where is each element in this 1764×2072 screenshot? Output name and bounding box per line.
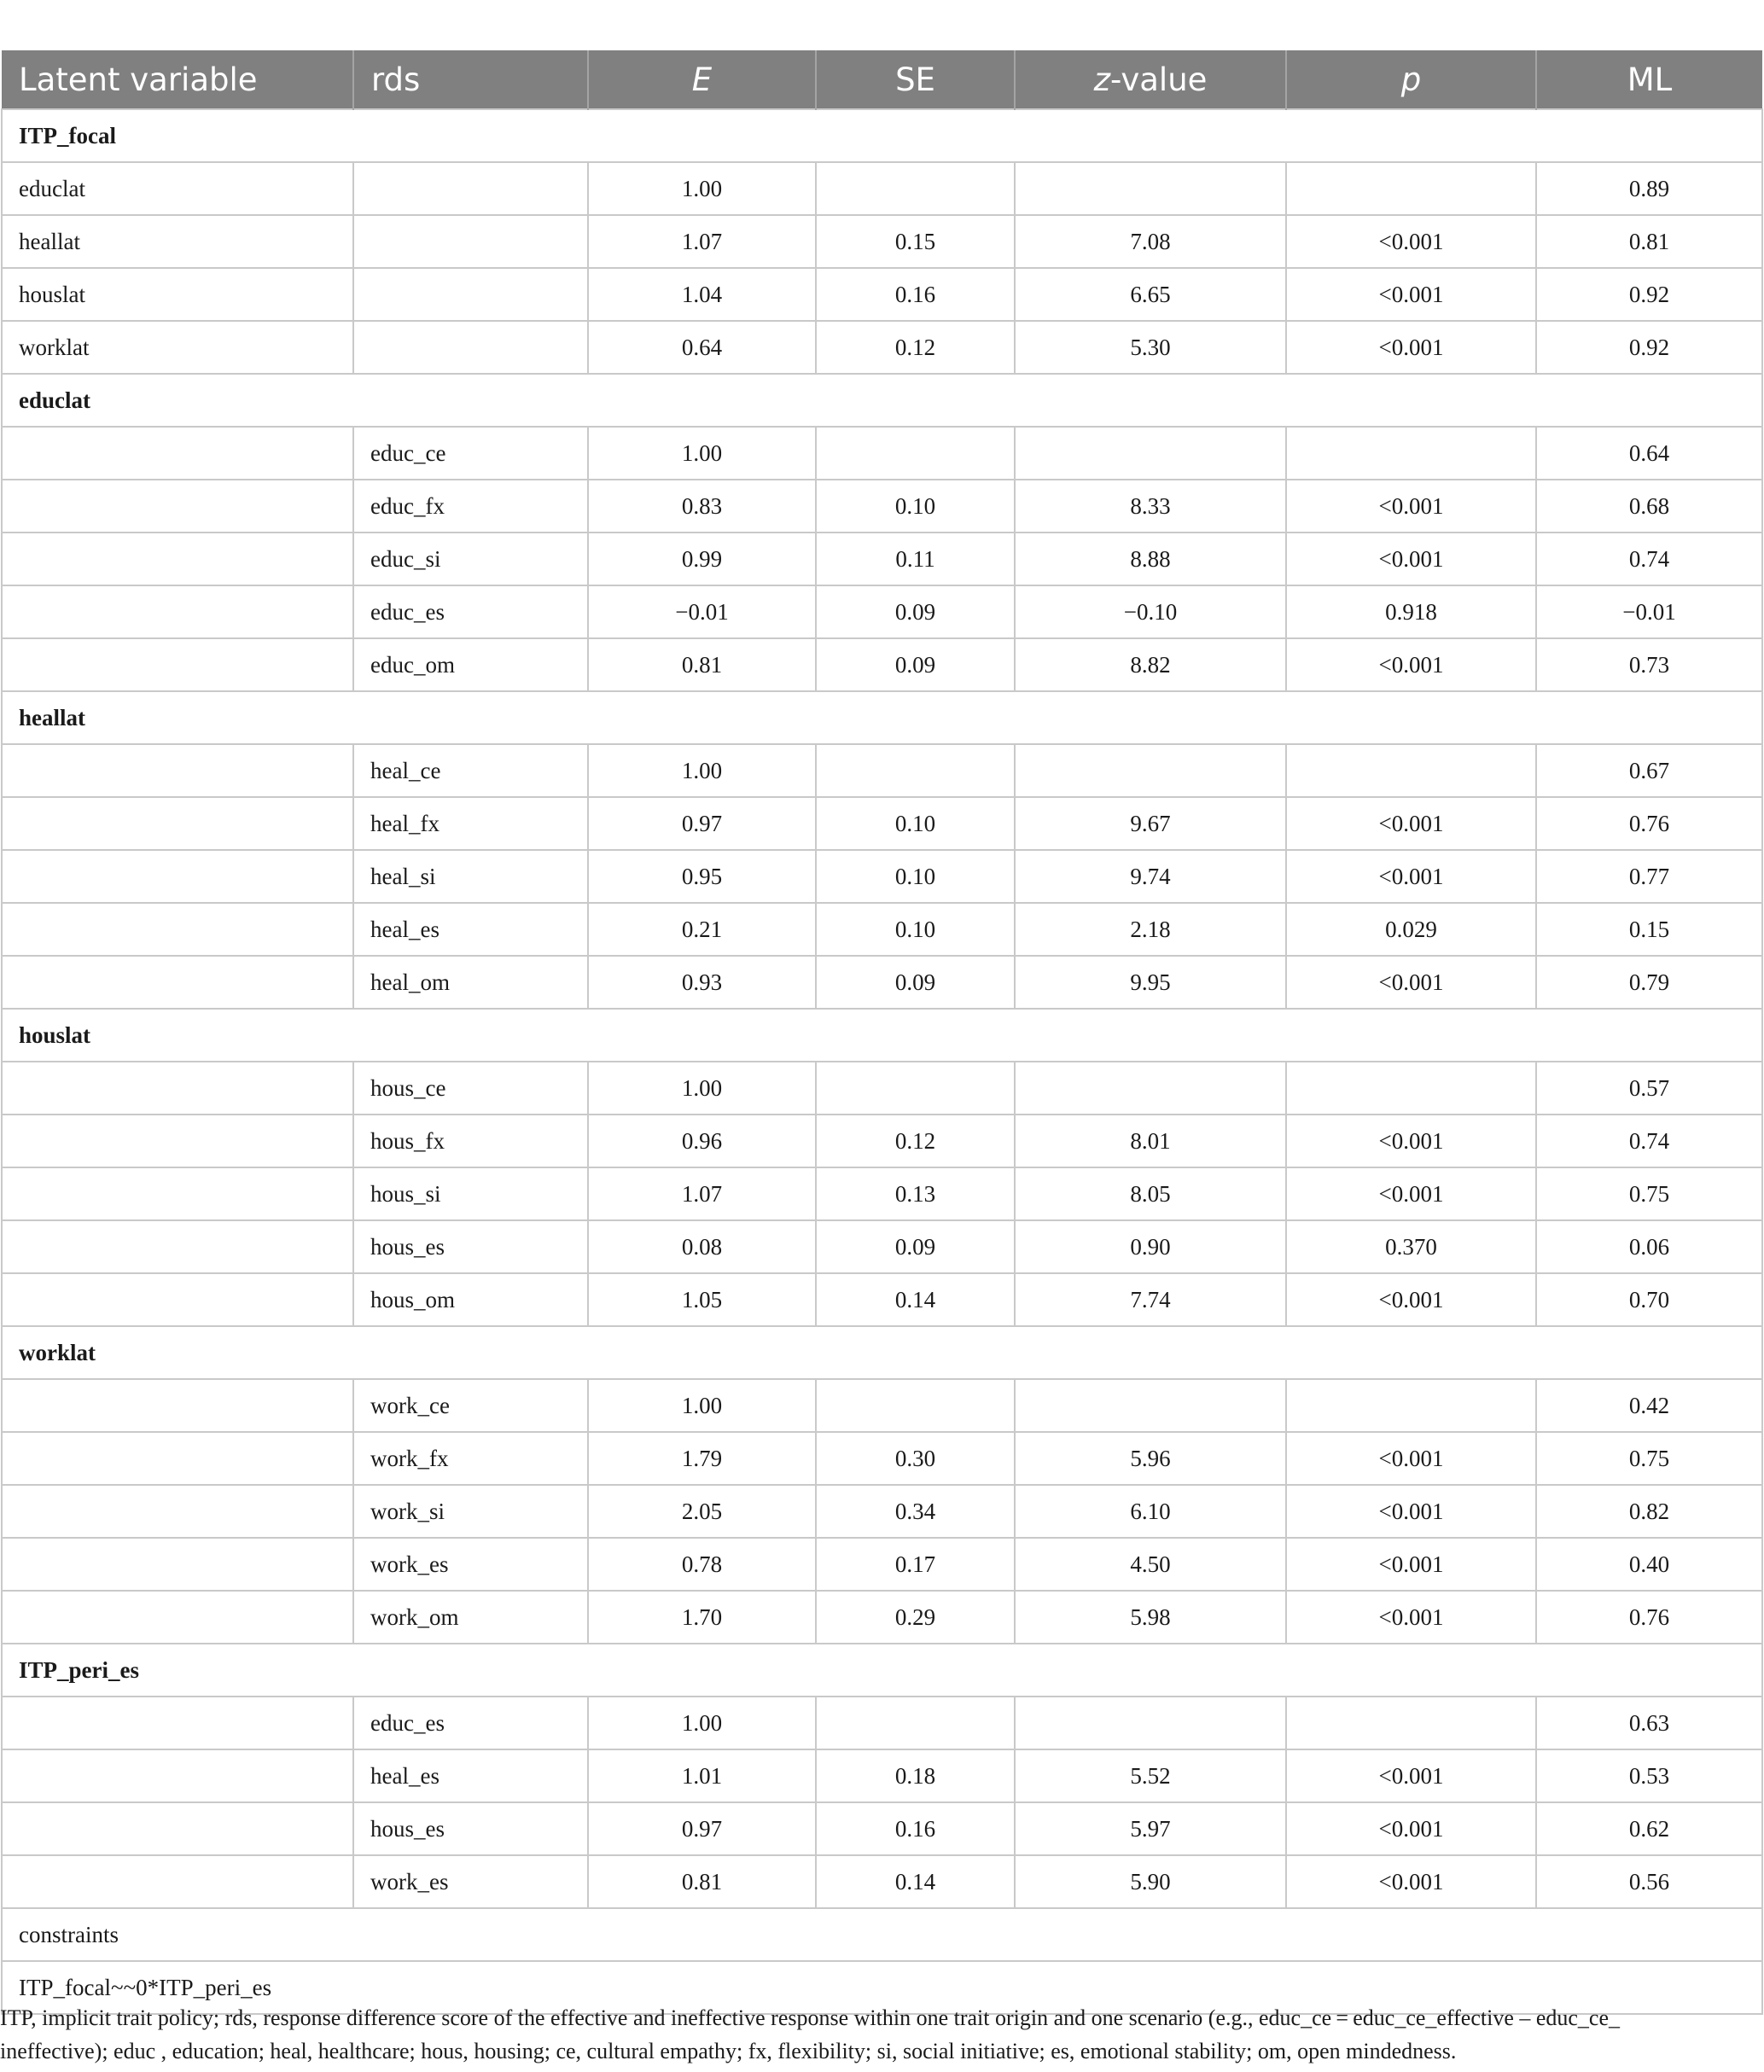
z-value-cell: 5.98 bbox=[1015, 1591, 1286, 1644]
p-cell: <0.001 bbox=[1286, 268, 1536, 321]
section-label: ITP_focal bbox=[2, 109, 1762, 162]
latent-variable-cell bbox=[2, 744, 353, 797]
ml-cell: 0.74 bbox=[1536, 533, 1762, 585]
p-cell: <0.001 bbox=[1286, 1802, 1536, 1855]
p-cell: <0.001 bbox=[1286, 215, 1536, 268]
latent-variable-cell bbox=[2, 1062, 353, 1115]
rds-cell: work_ce bbox=[353, 1379, 588, 1432]
note-row bbox=[2, 1908, 1762, 1961]
p-cell bbox=[1286, 1062, 1536, 1115]
se-cell bbox=[816, 1062, 1015, 1115]
ml-cell: 0.74 bbox=[1536, 1115, 1762, 1167]
latent-variable-cell bbox=[2, 1591, 353, 1644]
rds-cell bbox=[353, 215, 588, 268]
z-value-cell: 8.82 bbox=[1015, 638, 1286, 691]
footnote-line-2: ineffective); educ , education; heal, healthcare; hous, housing; ce, cultural empathy; fx, flexibility; si, social initiative; es, emotional stability; om, open mindedness. bbox=[0, 2039, 1457, 2063]
table-row bbox=[2, 480, 1762, 533]
z-value-cell: 7.08 bbox=[1015, 215, 1286, 268]
ml-cell: 0.42 bbox=[1536, 1379, 1762, 1432]
estimate-cell: −0.01 bbox=[588, 585, 816, 638]
z-value-cell: 9.67 bbox=[1015, 797, 1286, 850]
estimate-cell: 0.93 bbox=[588, 956, 816, 1009]
p-cell: <0.001 bbox=[1286, 1855, 1536, 1908]
section-label: heallat bbox=[2, 691, 1762, 744]
ml-cell: 0.89 bbox=[1536, 162, 1762, 215]
latent-variable-cell bbox=[2, 638, 353, 691]
ml-cell: 0.15 bbox=[1536, 903, 1762, 956]
se-cell: 0.34 bbox=[816, 1485, 1015, 1538]
p-cell: <0.001 bbox=[1286, 533, 1536, 585]
rds-cell: heal_om bbox=[353, 956, 588, 1009]
estimate-cell: 1.07 bbox=[588, 215, 816, 268]
ml-cell: 0.92 bbox=[1536, 321, 1762, 374]
rds-cell bbox=[353, 162, 588, 215]
latent-variable-cell bbox=[2, 1802, 353, 1855]
ml-cell: 0.75 bbox=[1536, 1432, 1762, 1485]
latent-variable-cell bbox=[2, 850, 353, 903]
estimate-cell: 0.97 bbox=[588, 797, 816, 850]
latent-variable-cell bbox=[2, 1379, 353, 1432]
section-row bbox=[2, 109, 1762, 162]
section-row bbox=[2, 1009, 1762, 1062]
rds-cell: work_es bbox=[353, 1538, 588, 1591]
ml-cell: 0.82 bbox=[1536, 1485, 1762, 1538]
rds-cell: heal_es bbox=[353, 903, 588, 956]
estimate-cell: 0.95 bbox=[588, 850, 816, 903]
latent-variable-cell bbox=[2, 533, 353, 585]
se-cell: 0.10 bbox=[816, 480, 1015, 533]
table-row bbox=[2, 1802, 1762, 1855]
latent-variable-cell bbox=[2, 480, 353, 533]
ml-cell: 0.56 bbox=[1536, 1855, 1762, 1908]
rds-cell: educ_om bbox=[353, 638, 588, 691]
rds-cell: heal_fx bbox=[353, 797, 588, 850]
p-cell: 0.029 bbox=[1286, 903, 1536, 956]
rds-cell: work_es bbox=[353, 1855, 588, 1908]
rds-cell: heal_es bbox=[353, 1749, 588, 1802]
se-cell: 0.09 bbox=[816, 638, 1015, 691]
p-cell: <0.001 bbox=[1286, 797, 1536, 850]
p-cell: <0.001 bbox=[1286, 1273, 1536, 1326]
latent-variable-cell bbox=[2, 1273, 353, 1326]
header-rds: rds bbox=[353, 50, 588, 109]
rds-cell: heal_ce bbox=[353, 744, 588, 797]
rds-cell: educ_si bbox=[353, 533, 588, 585]
estimate-cell: 0.81 bbox=[588, 638, 816, 691]
table-row bbox=[2, 638, 1762, 691]
table-row bbox=[2, 1485, 1762, 1538]
latent-variable-cell bbox=[2, 585, 353, 638]
header-z-value bbox=[1015, 50, 1286, 109]
table-row bbox=[2, 1591, 1762, 1644]
se-cell bbox=[816, 1379, 1015, 1432]
table-row bbox=[2, 956, 1762, 1009]
table-body bbox=[2, 109, 1762, 2014]
z-value-cell bbox=[1015, 744, 1286, 797]
rds-cell: educ_es bbox=[353, 585, 588, 638]
se-cell bbox=[816, 427, 1015, 480]
header-estimate: E bbox=[588, 50, 816, 109]
latent-variable-cell bbox=[2, 1485, 353, 1538]
se-cell: 0.09 bbox=[816, 1220, 1015, 1273]
header-ml: ML bbox=[1536, 50, 1762, 109]
se-cell: 0.12 bbox=[816, 321, 1015, 374]
ml-cell: 0.75 bbox=[1536, 1167, 1762, 1220]
se-cell: 0.10 bbox=[816, 797, 1015, 850]
latent-variable-cell bbox=[2, 1167, 353, 1220]
se-cell bbox=[816, 744, 1015, 797]
p-cell: <0.001 bbox=[1286, 321, 1536, 374]
se-cell: 0.30 bbox=[816, 1432, 1015, 1485]
section-label: educlat bbox=[2, 374, 1762, 427]
rds-cell: hous_om bbox=[353, 1273, 588, 1326]
table-row bbox=[2, 1432, 1762, 1485]
latent-variable-cell bbox=[2, 1855, 353, 1908]
table-row bbox=[2, 427, 1762, 480]
p-cell: <0.001 bbox=[1286, 1167, 1536, 1220]
se-cell: 0.13 bbox=[816, 1167, 1015, 1220]
rds-cell: educ_es bbox=[353, 1697, 588, 1749]
table-row bbox=[2, 268, 1762, 321]
table-row bbox=[2, 1220, 1762, 1273]
p-cell: <0.001 bbox=[1286, 1538, 1536, 1591]
se-cell: 0.14 bbox=[816, 1273, 1015, 1326]
estimate-cell: 1.79 bbox=[588, 1432, 816, 1485]
section-row bbox=[2, 691, 1762, 744]
z-value-cell bbox=[1015, 427, 1286, 480]
ml-cell: 0.67 bbox=[1536, 744, 1762, 797]
p-cell: <0.001 bbox=[1286, 638, 1536, 691]
p-cell: <0.001 bbox=[1286, 1485, 1536, 1538]
p-cell: <0.001 bbox=[1286, 1432, 1536, 1485]
p-cell: <0.001 bbox=[1286, 1591, 1536, 1644]
rds-cell: heal_si bbox=[353, 850, 588, 903]
p-cell: <0.001 bbox=[1286, 1749, 1536, 1802]
table-row bbox=[2, 215, 1762, 268]
ml-cell: 0.73 bbox=[1536, 638, 1762, 691]
p-cell: 0.370 bbox=[1286, 1220, 1536, 1273]
z-value-cell: 5.52 bbox=[1015, 1749, 1286, 1802]
z-value-cell bbox=[1015, 162, 1286, 215]
header-latent-variable: Latent variable bbox=[2, 50, 353, 109]
table-header-row bbox=[2, 50, 1762, 109]
p-cell: 0.918 bbox=[1286, 585, 1536, 638]
rds-cell: educ_ce bbox=[353, 427, 588, 480]
z-value-cell: 5.97 bbox=[1015, 1802, 1286, 1855]
estimate-cell: 1.00 bbox=[588, 1697, 816, 1749]
se-cell bbox=[816, 162, 1015, 215]
z-value-cell: 0.90 bbox=[1015, 1220, 1286, 1273]
results-table bbox=[1, 50, 1763, 2015]
latent-variable-cell bbox=[2, 1749, 353, 1802]
estimate-cell: 1.00 bbox=[588, 427, 816, 480]
estimate-cell: 1.00 bbox=[588, 1379, 816, 1432]
table-footnote bbox=[0, 2001, 1749, 2068]
p-cell: <0.001 bbox=[1286, 850, 1536, 903]
p-cell: <0.001 bbox=[1286, 1115, 1536, 1167]
estimate-cell: 1.00 bbox=[588, 162, 816, 215]
estimate-cell: 1.07 bbox=[588, 1167, 816, 1220]
ml-cell: 0.77 bbox=[1536, 850, 1762, 903]
table-row bbox=[2, 1062, 1762, 1115]
z-value-cell: 2.18 bbox=[1015, 903, 1286, 956]
ml-cell: 0.76 bbox=[1536, 1591, 1762, 1644]
p-cell bbox=[1286, 162, 1536, 215]
latent-variable-cell bbox=[2, 903, 353, 956]
p-cell: <0.001 bbox=[1286, 956, 1536, 1009]
z-value-cell: 6.10 bbox=[1015, 1485, 1286, 1538]
table-row bbox=[2, 1538, 1762, 1591]
latent-variable-cell: worklat bbox=[2, 321, 353, 374]
ml-cell: 0.63 bbox=[1536, 1697, 1762, 1749]
se-cell: 0.17 bbox=[816, 1538, 1015, 1591]
se-cell: 0.16 bbox=[816, 1802, 1015, 1855]
latent-variable-cell: heallat bbox=[2, 215, 353, 268]
section-label: ITP_peri_es bbox=[2, 1644, 1762, 1697]
estimate-cell: 1.04 bbox=[588, 268, 816, 321]
latent-variable-cell bbox=[2, 1220, 353, 1273]
section-row bbox=[2, 1644, 1762, 1697]
table-row bbox=[2, 1115, 1762, 1167]
estimate-cell: 0.64 bbox=[588, 321, 816, 374]
z-value-cell: 8.01 bbox=[1015, 1115, 1286, 1167]
rds-cell: hous_es bbox=[353, 1220, 588, 1273]
estimate-cell: 0.97 bbox=[588, 1802, 816, 1855]
ml-cell: 0.40 bbox=[1536, 1538, 1762, 1591]
z-value-cell bbox=[1015, 1697, 1286, 1749]
p-cell bbox=[1286, 744, 1536, 797]
ml-cell: 0.62 bbox=[1536, 1802, 1762, 1855]
rds-cell: work_si bbox=[353, 1485, 588, 1538]
ml-cell: −0.01 bbox=[1536, 585, 1762, 638]
table-row bbox=[2, 585, 1762, 638]
se-cell: 0.18 bbox=[816, 1749, 1015, 1802]
rds-cell: hous_ce bbox=[353, 1062, 588, 1115]
z-value-cell: 9.95 bbox=[1015, 956, 1286, 1009]
z-value-cell: 6.65 bbox=[1015, 268, 1286, 321]
z-value-cell bbox=[1015, 1379, 1286, 1432]
estimate-cell: 1.05 bbox=[588, 1273, 816, 1326]
section-label: worklat bbox=[2, 1326, 1762, 1379]
latent-variable-cell bbox=[2, 1697, 353, 1749]
rds-cell: hous_si bbox=[353, 1167, 588, 1220]
ml-cell: 0.92 bbox=[1536, 268, 1762, 321]
latent-variable-cell: houslat bbox=[2, 268, 353, 321]
estimate-cell: 1.00 bbox=[588, 744, 816, 797]
note-label: constraints bbox=[2, 1908, 1762, 1961]
p-cell: <0.001 bbox=[1286, 480, 1536, 533]
latent-variable-cell bbox=[2, 427, 353, 480]
se-cell: 0.10 bbox=[816, 850, 1015, 903]
se-cell bbox=[816, 1697, 1015, 1749]
se-cell: 0.09 bbox=[816, 585, 1015, 638]
z-value-cell: 9.74 bbox=[1015, 850, 1286, 903]
se-cell: 0.09 bbox=[816, 956, 1015, 1009]
ml-cell: 0.57 bbox=[1536, 1062, 1762, 1115]
z-value-cell: 5.96 bbox=[1015, 1432, 1286, 1485]
p-cell bbox=[1286, 427, 1536, 480]
se-cell: 0.29 bbox=[816, 1591, 1015, 1644]
se-cell: 0.16 bbox=[816, 268, 1015, 321]
table-row bbox=[2, 797, 1762, 850]
z-value-cell: 7.74 bbox=[1015, 1273, 1286, 1326]
table-row bbox=[2, 1749, 1762, 1802]
rds-cell: hous_es bbox=[353, 1802, 588, 1855]
se-cell: 0.15 bbox=[816, 215, 1015, 268]
rds-cell bbox=[353, 321, 588, 374]
table-row bbox=[2, 1379, 1762, 1432]
z-value-cell: 8.05 bbox=[1015, 1167, 1286, 1220]
z-value-cell: 8.88 bbox=[1015, 533, 1286, 585]
header-z-value-text: z-value bbox=[1093, 61, 1208, 98]
se-cell: 0.11 bbox=[816, 533, 1015, 585]
table-row bbox=[2, 321, 1762, 374]
section-label: houslat bbox=[2, 1009, 1762, 1062]
estimate-cell: 1.00 bbox=[588, 1062, 816, 1115]
ml-cell: 0.53 bbox=[1536, 1749, 1762, 1802]
se-cell: 0.12 bbox=[816, 1115, 1015, 1167]
table-row bbox=[2, 903, 1762, 956]
estimate-cell: 1.01 bbox=[588, 1749, 816, 1802]
header-se: SE bbox=[816, 50, 1015, 109]
z-value-cell: 5.30 bbox=[1015, 321, 1286, 374]
ml-cell: 0.76 bbox=[1536, 797, 1762, 850]
ml-cell: 0.70 bbox=[1536, 1273, 1762, 1326]
z-value-cell bbox=[1015, 1062, 1286, 1115]
estimate-cell: 0.99 bbox=[588, 533, 816, 585]
estimate-cell: 0.96 bbox=[588, 1115, 816, 1167]
latent-variable-cell bbox=[2, 1432, 353, 1485]
estimate-cell: 0.81 bbox=[588, 1855, 816, 1908]
ml-cell: 0.68 bbox=[1536, 480, 1762, 533]
z-value-cell: 4.50 bbox=[1015, 1538, 1286, 1591]
header-z-letter: z bbox=[1093, 61, 1110, 98]
table-row bbox=[2, 744, 1762, 797]
rds-cell: work_fx bbox=[353, 1432, 588, 1485]
footnote-line-1: ITP, implicit trait policy; rds, response difference score of the effective and ineffective response within one trait origin and one scenario (e.g., educ_ce = educ_ce_effective – educ_ce_ bbox=[0, 2005, 1621, 2030]
table-row bbox=[2, 533, 1762, 585]
estimate-cell: 2.05 bbox=[588, 1485, 816, 1538]
ml-cell: 0.79 bbox=[1536, 956, 1762, 1009]
section-row bbox=[2, 374, 1762, 427]
latent-variable-cell: educlat bbox=[2, 162, 353, 215]
z-value-cell: −0.10 bbox=[1015, 585, 1286, 638]
se-cell: 0.14 bbox=[816, 1855, 1015, 1908]
p-cell bbox=[1286, 1697, 1536, 1749]
latent-variable-cell bbox=[2, 797, 353, 850]
p-cell bbox=[1286, 1379, 1536, 1432]
ml-cell: 0.06 bbox=[1536, 1220, 1762, 1273]
table-row bbox=[2, 162, 1762, 215]
estimate-cell: 0.83 bbox=[588, 480, 816, 533]
z-value-cell: 5.90 bbox=[1015, 1855, 1286, 1908]
estimate-cell: 0.21 bbox=[588, 903, 816, 956]
ml-cell: 0.81 bbox=[1536, 215, 1762, 268]
se-cell: 0.10 bbox=[816, 903, 1015, 956]
rds-cell: work_om bbox=[353, 1591, 588, 1644]
latent-variable-cell bbox=[2, 956, 353, 1009]
table-row bbox=[2, 850, 1762, 903]
header-p: p bbox=[1286, 50, 1536, 109]
ml-cell: 0.64 bbox=[1536, 427, 1762, 480]
estimate-cell: 0.08 bbox=[588, 1220, 816, 1273]
note-label: ITP_focal~~0*ITP_peri_es bbox=[2, 1961, 1762, 2014]
table-row bbox=[2, 1273, 1762, 1326]
table-row bbox=[2, 1697, 1762, 1749]
latent-variable-cell bbox=[2, 1115, 353, 1167]
z-value-cell: 8.33 bbox=[1015, 480, 1286, 533]
rds-cell: educ_fx bbox=[353, 480, 588, 533]
table-row bbox=[2, 1167, 1762, 1220]
latent-variable-cell bbox=[2, 1538, 353, 1591]
rds-cell bbox=[353, 268, 588, 321]
table-row bbox=[2, 1855, 1762, 1908]
section-row bbox=[2, 1326, 1762, 1379]
estimate-cell: 0.78 bbox=[588, 1538, 816, 1591]
estimate-cell: 1.70 bbox=[588, 1591, 816, 1644]
rds-cell: hous_fx bbox=[353, 1115, 588, 1167]
